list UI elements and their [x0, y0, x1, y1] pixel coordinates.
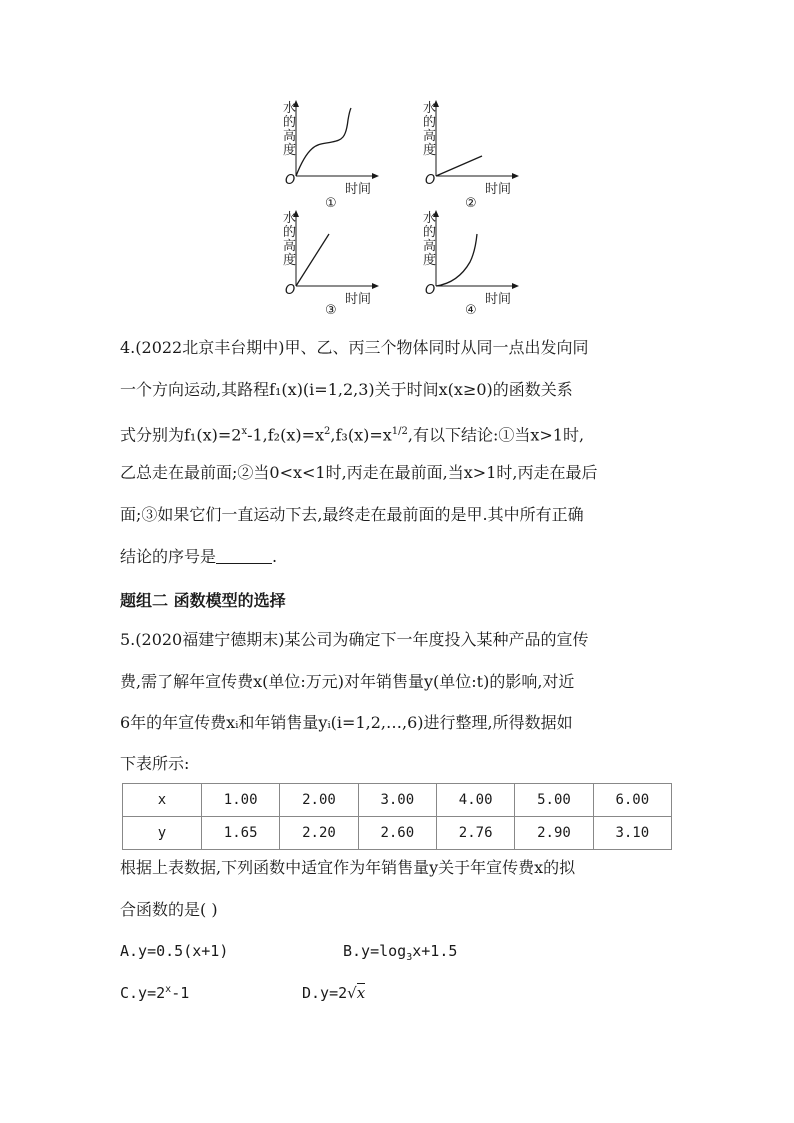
q4-line-3-b: -1,f₂(x)=x: [247, 425, 325, 445]
y-axis-label-4: 水的高度: [423, 211, 437, 268]
x-axis-label-3: 时间: [345, 292, 372, 307]
sqrt-sign: √: [347, 984, 357, 1002]
table-cell: 2.00: [280, 784, 358, 817]
origin-label-3: O: [285, 283, 296, 298]
table-cell: 2.20: [280, 817, 358, 850]
q5-line-6: 合函数的是( ): [120, 900, 218, 919]
table-cell: 3.10: [593, 817, 671, 850]
q4-line-3-a: 式分别为f₁(x)=2: [120, 425, 242, 445]
table-cell: 3.00: [358, 784, 436, 817]
answer-blank[interactable]: [216, 545, 272, 564]
y-axis-label-2: 水的高度: [423, 101, 437, 158]
q5-line-2: 费,需了解年宣传费x(单位:万元)对年销售量y(单位:t)的影响,对近: [120, 672, 575, 691]
table-cell: 4.00: [436, 784, 514, 817]
graph-caption-3: ③: [325, 303, 337, 318]
option-c[interactable]: [120, 984, 189, 1002]
option-b[interactable]: [343, 942, 457, 963]
table-row-x: [123, 784, 672, 817]
table-header-x: x: [123, 784, 202, 817]
table-cell: 5.00: [515, 784, 593, 817]
q4-line-2: 一个方向运动,其路程f₁(x)(i=1,2,3)关于时间x(x≥0)的函数关系: [120, 380, 573, 399]
option-c-b: -1: [171, 984, 190, 1002]
table-row-y: [123, 817, 672, 850]
q4-line-6: [120, 545, 680, 569]
option-a[interactable]: A.y=0.5(x+1): [120, 942, 229, 960]
origin-label-1: O: [285, 173, 296, 188]
option-c-sup: x: [165, 984, 172, 995]
option-d[interactable]: [302, 984, 365, 1002]
y-axis-label-3: 水的高度: [283, 211, 297, 268]
option-b-sub: 3: [406, 952, 413, 963]
origin-label-4: O: [425, 283, 436, 298]
x-axis-label-1: 时间: [345, 182, 372, 197]
option-b-b: x+1.5: [412, 942, 458, 960]
q4-line-5: 面;③如果它们一直运动下去,最终走在最前面的是甲.其中所有正确: [120, 505, 584, 524]
table-cell: 1.65: [202, 817, 280, 850]
q4-line-3: [120, 420, 680, 447]
graph-caption-1: ①: [325, 196, 337, 211]
table-cell: 1.00: [202, 784, 280, 817]
q5-line-3: 6年的年宣传费xᵢ和年销售量yᵢ(i=1,2,…,6)进行整理,所得数据如: [120, 713, 573, 732]
x-axis-label-4: 时间: [485, 292, 512, 307]
table-cell: 2.76: [436, 817, 514, 850]
q4-line-4: 乙总走在最前面;②当0<x<1时,丙走在最前面,当x>1时,丙走在最后: [120, 463, 598, 482]
q4-line-1: 4.(2022北京丰台期中)甲、乙、丙三个物体同时从同一点出发向同: [120, 338, 589, 357]
graph-caption-2: ②: [465, 196, 477, 211]
section-heading: 题组二 函数模型的选择: [120, 591, 286, 610]
option-b-a: B.y=log: [343, 942, 407, 960]
q4-sup-x: x: [241, 426, 248, 437]
y-axis-label-1: 水的高度: [283, 101, 297, 158]
q4-sup-2: 2: [324, 426, 331, 437]
q4-line-3-c: ,f₃(x)=x: [330, 425, 392, 445]
q5-line-1: 5.(2020福建宁德期末)某公司为确定下一年度投入某种产品的宣传: [120, 630, 589, 649]
option-c-a: C.y=2: [120, 984, 166, 1002]
table-cell: 2.90: [515, 817, 593, 850]
graph-caption-4: ④: [465, 303, 477, 318]
origin-label-2: O: [425, 173, 436, 188]
option-d-radicand: x: [356, 984, 366, 1002]
q5-line-4: 下表所示:: [120, 754, 190, 773]
q4-line-6-a: 结论的序号是: [120, 547, 217, 566]
q4-line-3-d: ,有以下结论:①当x>1时,: [407, 425, 585, 445]
table-cell: 6.00: [593, 784, 671, 817]
option-d-a: D.y=2: [302, 984, 348, 1002]
q4-line-6-b: .: [272, 547, 278, 566]
q5-line-5: 根据上表数据,下列函数中适宜作为年销售量y关于年宣传费x的拟: [120, 858, 576, 877]
table-header-y: y: [123, 817, 202, 850]
data-table: [122, 783, 672, 850]
q4-sup-half: 1/2: [391, 426, 408, 437]
x-axis-label-2: 时间: [485, 182, 512, 197]
table-cell: 2.60: [358, 817, 436, 850]
